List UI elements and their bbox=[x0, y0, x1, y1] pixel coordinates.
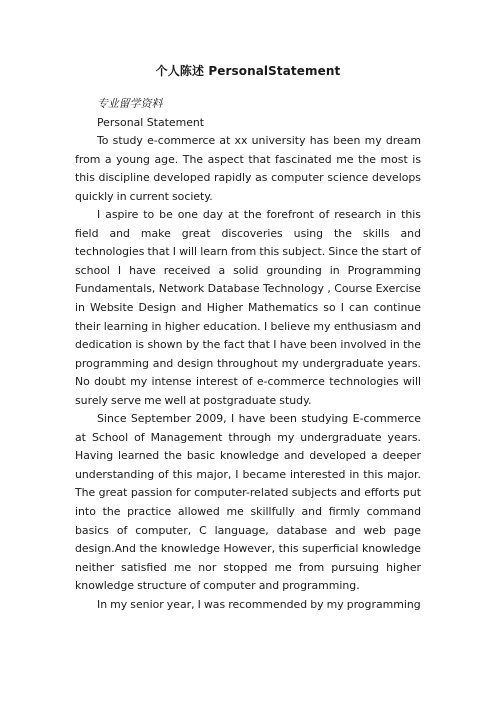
document-body bbox=[75, 95, 421, 614]
paragraph: In my senior year, I was recommended by my programming bbox=[97, 597, 421, 611]
document-title: 个人陈述 PersonalStatement bbox=[155, 64, 341, 78]
paragraph: To study e-commerce at xx university has been my dream from a young age. The aspect that fascinated me the most is this discipline developed rapidly as computer science develops quickly in current society. bbox=[75, 134, 421, 203]
document-subtitle: 专业留学资料 bbox=[97, 97, 163, 110]
paragraph: Since September 2009, I have been studying E-commerce at School of Management through my undergraduate years. Having learned the basic knowledge and developed a deeper understanding of this major, I became interested in this major. The great passion for computer-related subjects and efforts put into the practice allowed me skillfully and firmly command basics of computer, C language, database and web page design.And the knowledge However, this superficial knowledge neither satisfied me nor stopped me from pursuing higher knowledge structure of computer and programming. bbox=[75, 412, 421, 593]
section-label: Personal Statement bbox=[97, 115, 205, 129]
paragraph: I aspire to be one day at the forefront of research in this field and make great discoveries using the skills and technologies that I will learn from this subject. Since the start of school I have received a solid grounding in Programming Fundamentals, Network Database Technology , Course Exercise in Website Design and Higher Mathematics so I can continue their learning in higher education. I believe my enthusiasm and dedication is shown by the fact that I have been involved in the programming and design throughout my undergraduate years. No doubt my intense interest of e-commerce technologies will surely serve me well at postgraduate study. bbox=[75, 208, 421, 407]
